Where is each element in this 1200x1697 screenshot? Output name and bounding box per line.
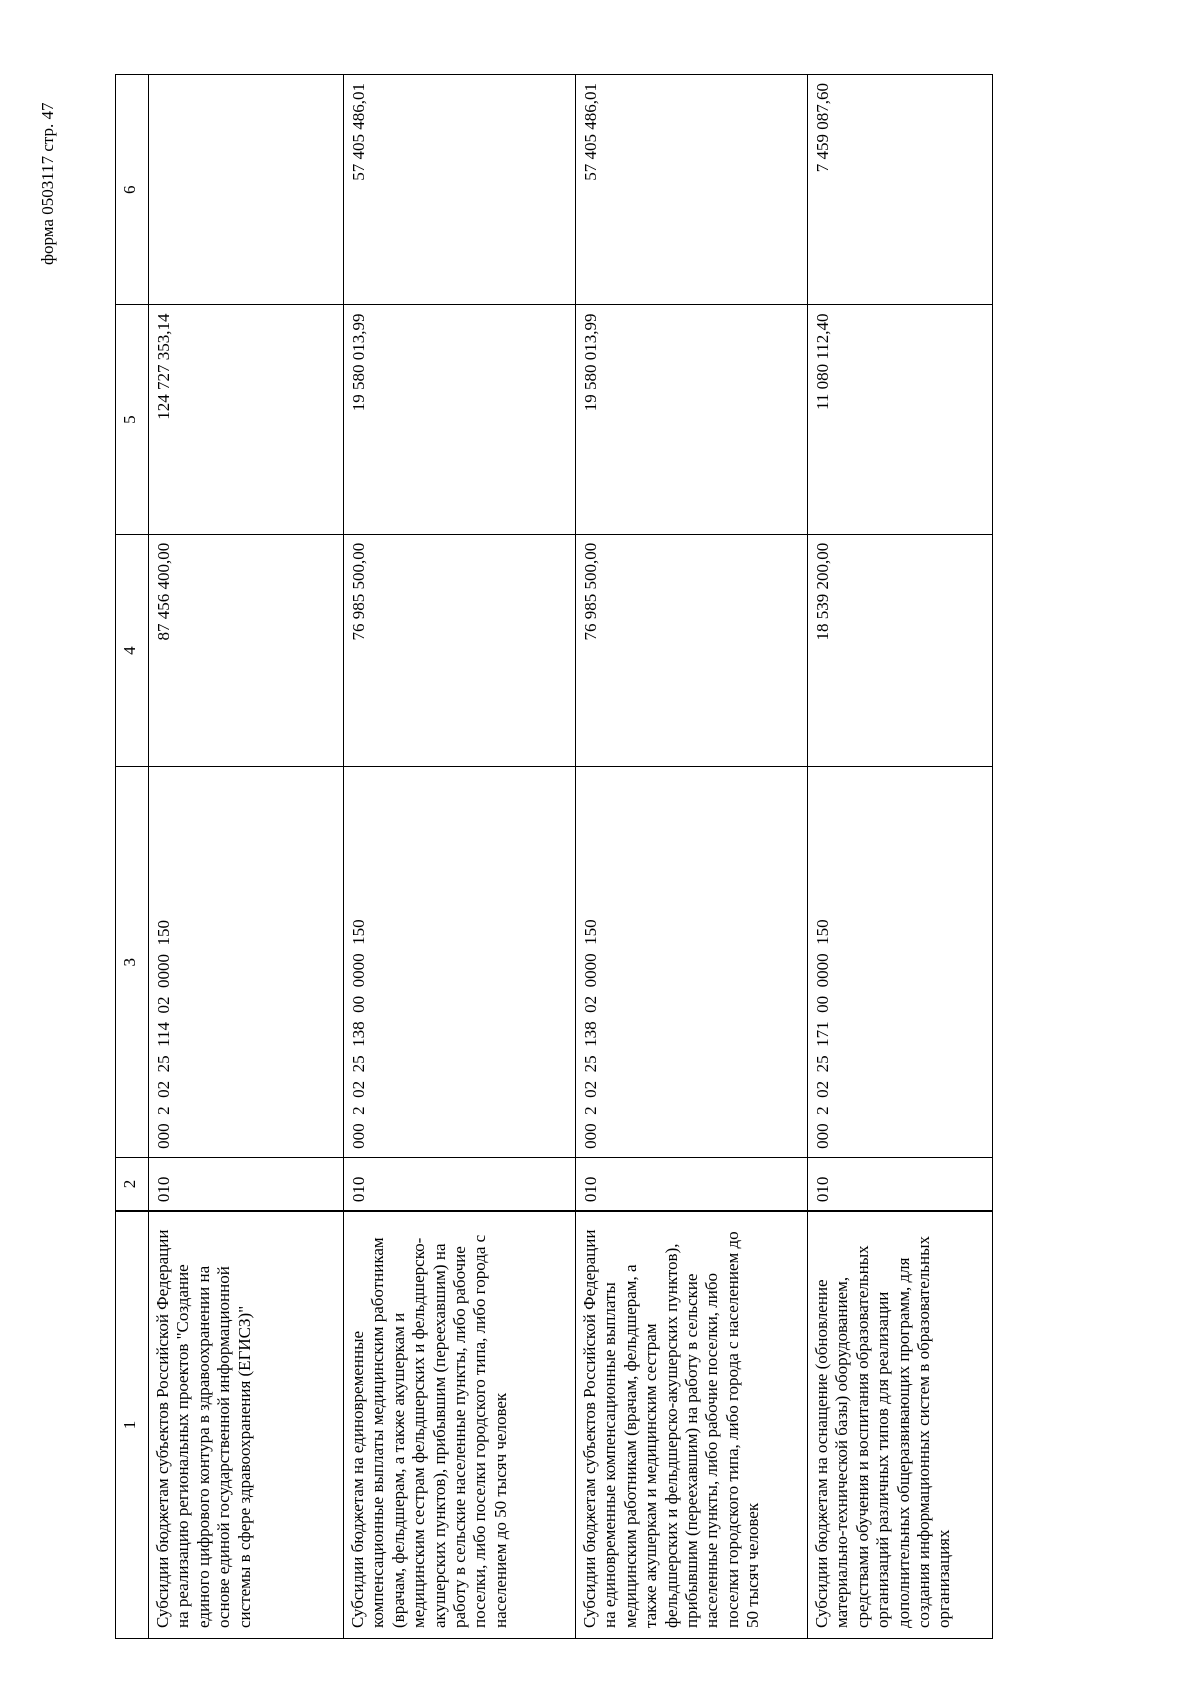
- column-header-6: 6: [116, 75, 149, 305]
- column-header-2: 2: [116, 1157, 149, 1211]
- row-executed: 124 727 353,14: [149, 305, 344, 534]
- row-name: Субсидии бюджетам на оснащение (обновление материально-технической базы) оборудованием, средствами обучения и воспитания образовательных организаций различных типов для реализации дополнительных общеразвивающих программ, для создания информационных систем в образовательных организациях: [808, 1211, 993, 1638]
- row-kbk: 000 2 02 25 114 02 0000 150: [149, 767, 344, 1157]
- row-executed: 19 580 013,99: [344, 305, 576, 534]
- row-unexecuted: [149, 75, 344, 305]
- row-unexecuted: 57 405 486,01: [576, 75, 808, 305]
- table-row: [149, 75, 344, 1639]
- table-row: [344, 75, 576, 1639]
- row-approved: 76 985 500,00: [576, 534, 808, 767]
- row-line-code: 010: [344, 1157, 576, 1211]
- row-approved: 87 456 400,00: [149, 534, 344, 767]
- row-kbk: 000 2 02 25 138 00 0000 150: [344, 767, 576, 1157]
- row-line-code: 010: [808, 1157, 993, 1211]
- row-name: Субсидии бюджетам субъектов Российской Федерации на реализацию региональных проектов "Создание единого цифрового контура в здравоохранении на основе единой государственной информационной системы в сфере здравоохранения (ЕГИСЗ)": [149, 1211, 344, 1638]
- form-label: форма 0503117 стр. 47: [38, 102, 57, 265]
- row-approved: 76 985 500,00: [344, 534, 576, 767]
- table-row: [576, 75, 808, 1639]
- row-name: Субсидии бюджетам на единовременные компенсационные выплаты медицинским работникам (врачам, фельдшерам, а также акушеркам и медицинским сестрам фельдшерских и фельдшерско-акушерских пунктов), прибывшим (переехавшим) на работу в сельские населенные пункты, либо рабочие поселки, либо поселки городского типа, либо города с населением до 50 тысяч человек: [344, 1211, 576, 1638]
- row-line-code: 010: [576, 1157, 808, 1211]
- row-unexecuted: 57 405 486,01: [344, 75, 576, 305]
- row-executed: 19 580 013,99: [576, 305, 808, 534]
- row-kbk: 000 2 02 25 171 00 0000 150: [808, 767, 993, 1157]
- report-table: [115, 74, 993, 1639]
- row-approved: 18 539 200,00: [808, 534, 993, 767]
- column-header-1: 1: [116, 1211, 149, 1638]
- column-header-5: 5: [116, 305, 149, 534]
- row-kbk: 000 2 02 25 138 02 0000 150: [576, 767, 808, 1157]
- column-number-row: [116, 75, 149, 1639]
- row-executed: 11 080 112,40: [808, 305, 993, 534]
- row-name: Субсидии бюджетам субъектов Российской Федерации на единовременные компенсационные выплаты медицинским работникам (врачам, фельдшерам, а также акушеркам и медицинским сестрам фельдшерских и фельдшерско-акушерских пунктов), прибывшим (переехавшим) на работу в сельские населенные пункты, либо рабочие поселки, либо поселки городского типа, либо города с населением до 50 тысяч человек: [576, 1211, 808, 1638]
- row-line-code: 010: [149, 1157, 344, 1211]
- column-header-3: 3: [116, 767, 149, 1157]
- rotated-table-container: [115, 74, 971, 1639]
- table-row: [808, 75, 993, 1639]
- row-unexecuted: 7 459 087,60: [808, 75, 993, 305]
- column-header-4: 4: [116, 534, 149, 767]
